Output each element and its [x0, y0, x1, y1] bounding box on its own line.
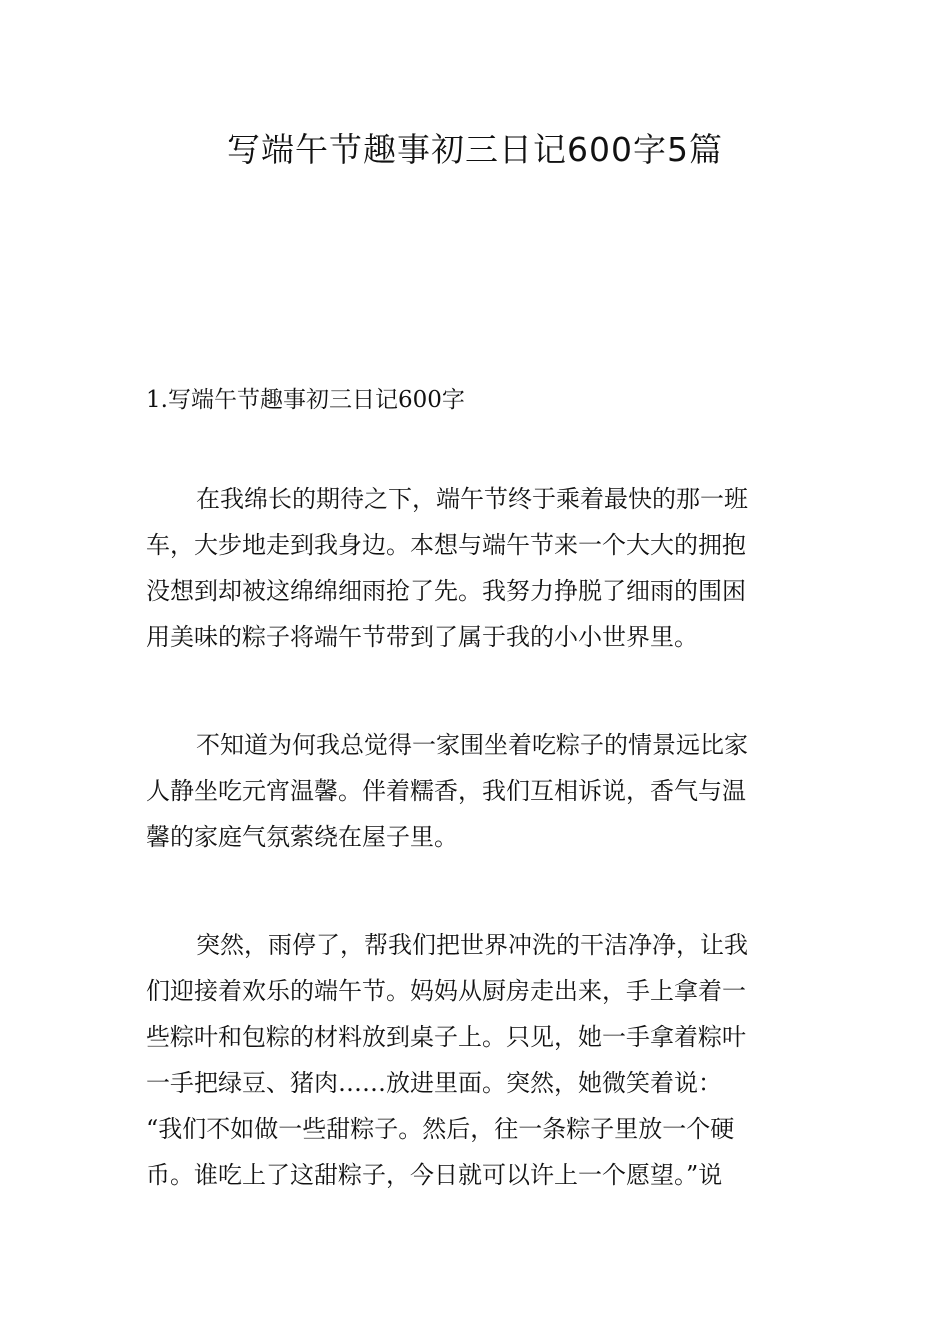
paragraph: [146, 476, 806, 660]
paragraph-line: 一手把绿豆、猪肉……放进里面。突然，她微笑着说：: [146, 1069, 722, 1097]
paragraph-line: 突然，雨停了，帮我们把世界冲洗的干洁净净，让我: [196, 931, 748, 959]
paragraph-line: 馨的家庭气氛萦绕在屋子里。: [146, 823, 458, 851]
paragraph-line: 些粽叶和包粽的材料放到桌子上。只见，她一手拿着粽叶: [146, 1023, 746, 1051]
paragraph: [146, 722, 806, 860]
paragraph-line: 人静坐吃元宵温馨。伴着糯香，我们互相诉说，香气与温: [146, 777, 746, 805]
paragraph-line: 币。谁吃上了这甜粽子，今日就可以许上一个愿望。”说: [146, 1161, 723, 1189]
paragraph-line: 在我绵长的期待之下，端午节终于乘着最快的那一班: [196, 485, 748, 513]
section-heading: 1.写端午节趣事初三日记600字: [146, 387, 465, 413]
paragraph-line: 用美味的粽子将端午节带到了属于我的小小世界里。: [146, 623, 698, 651]
paragraph-line: 们迎接着欢乐的端午节。妈妈从厨房走出来，手上拿着一: [146, 977, 746, 1005]
paragraph-line: 不知道为何我总觉得一家围坐着吃粽子的情景远比家: [196, 731, 748, 759]
paragraph: [146, 922, 806, 1198]
paragraph-line: “我们不如做一些甜粽子。然后，往一条粽子里放一个硬: [146, 1115, 735, 1143]
document-title: 写端午节趣事初三日记600字5篇: [227, 130, 723, 169]
paragraph-line: 没想到却被这绵绵细雨抢了先。我努力挣脱了细雨的围困: [146, 577, 746, 605]
paragraph-line: 车，大步地走到我身边。本想与端午节来一个大大的拥抱: [146, 531, 746, 559]
